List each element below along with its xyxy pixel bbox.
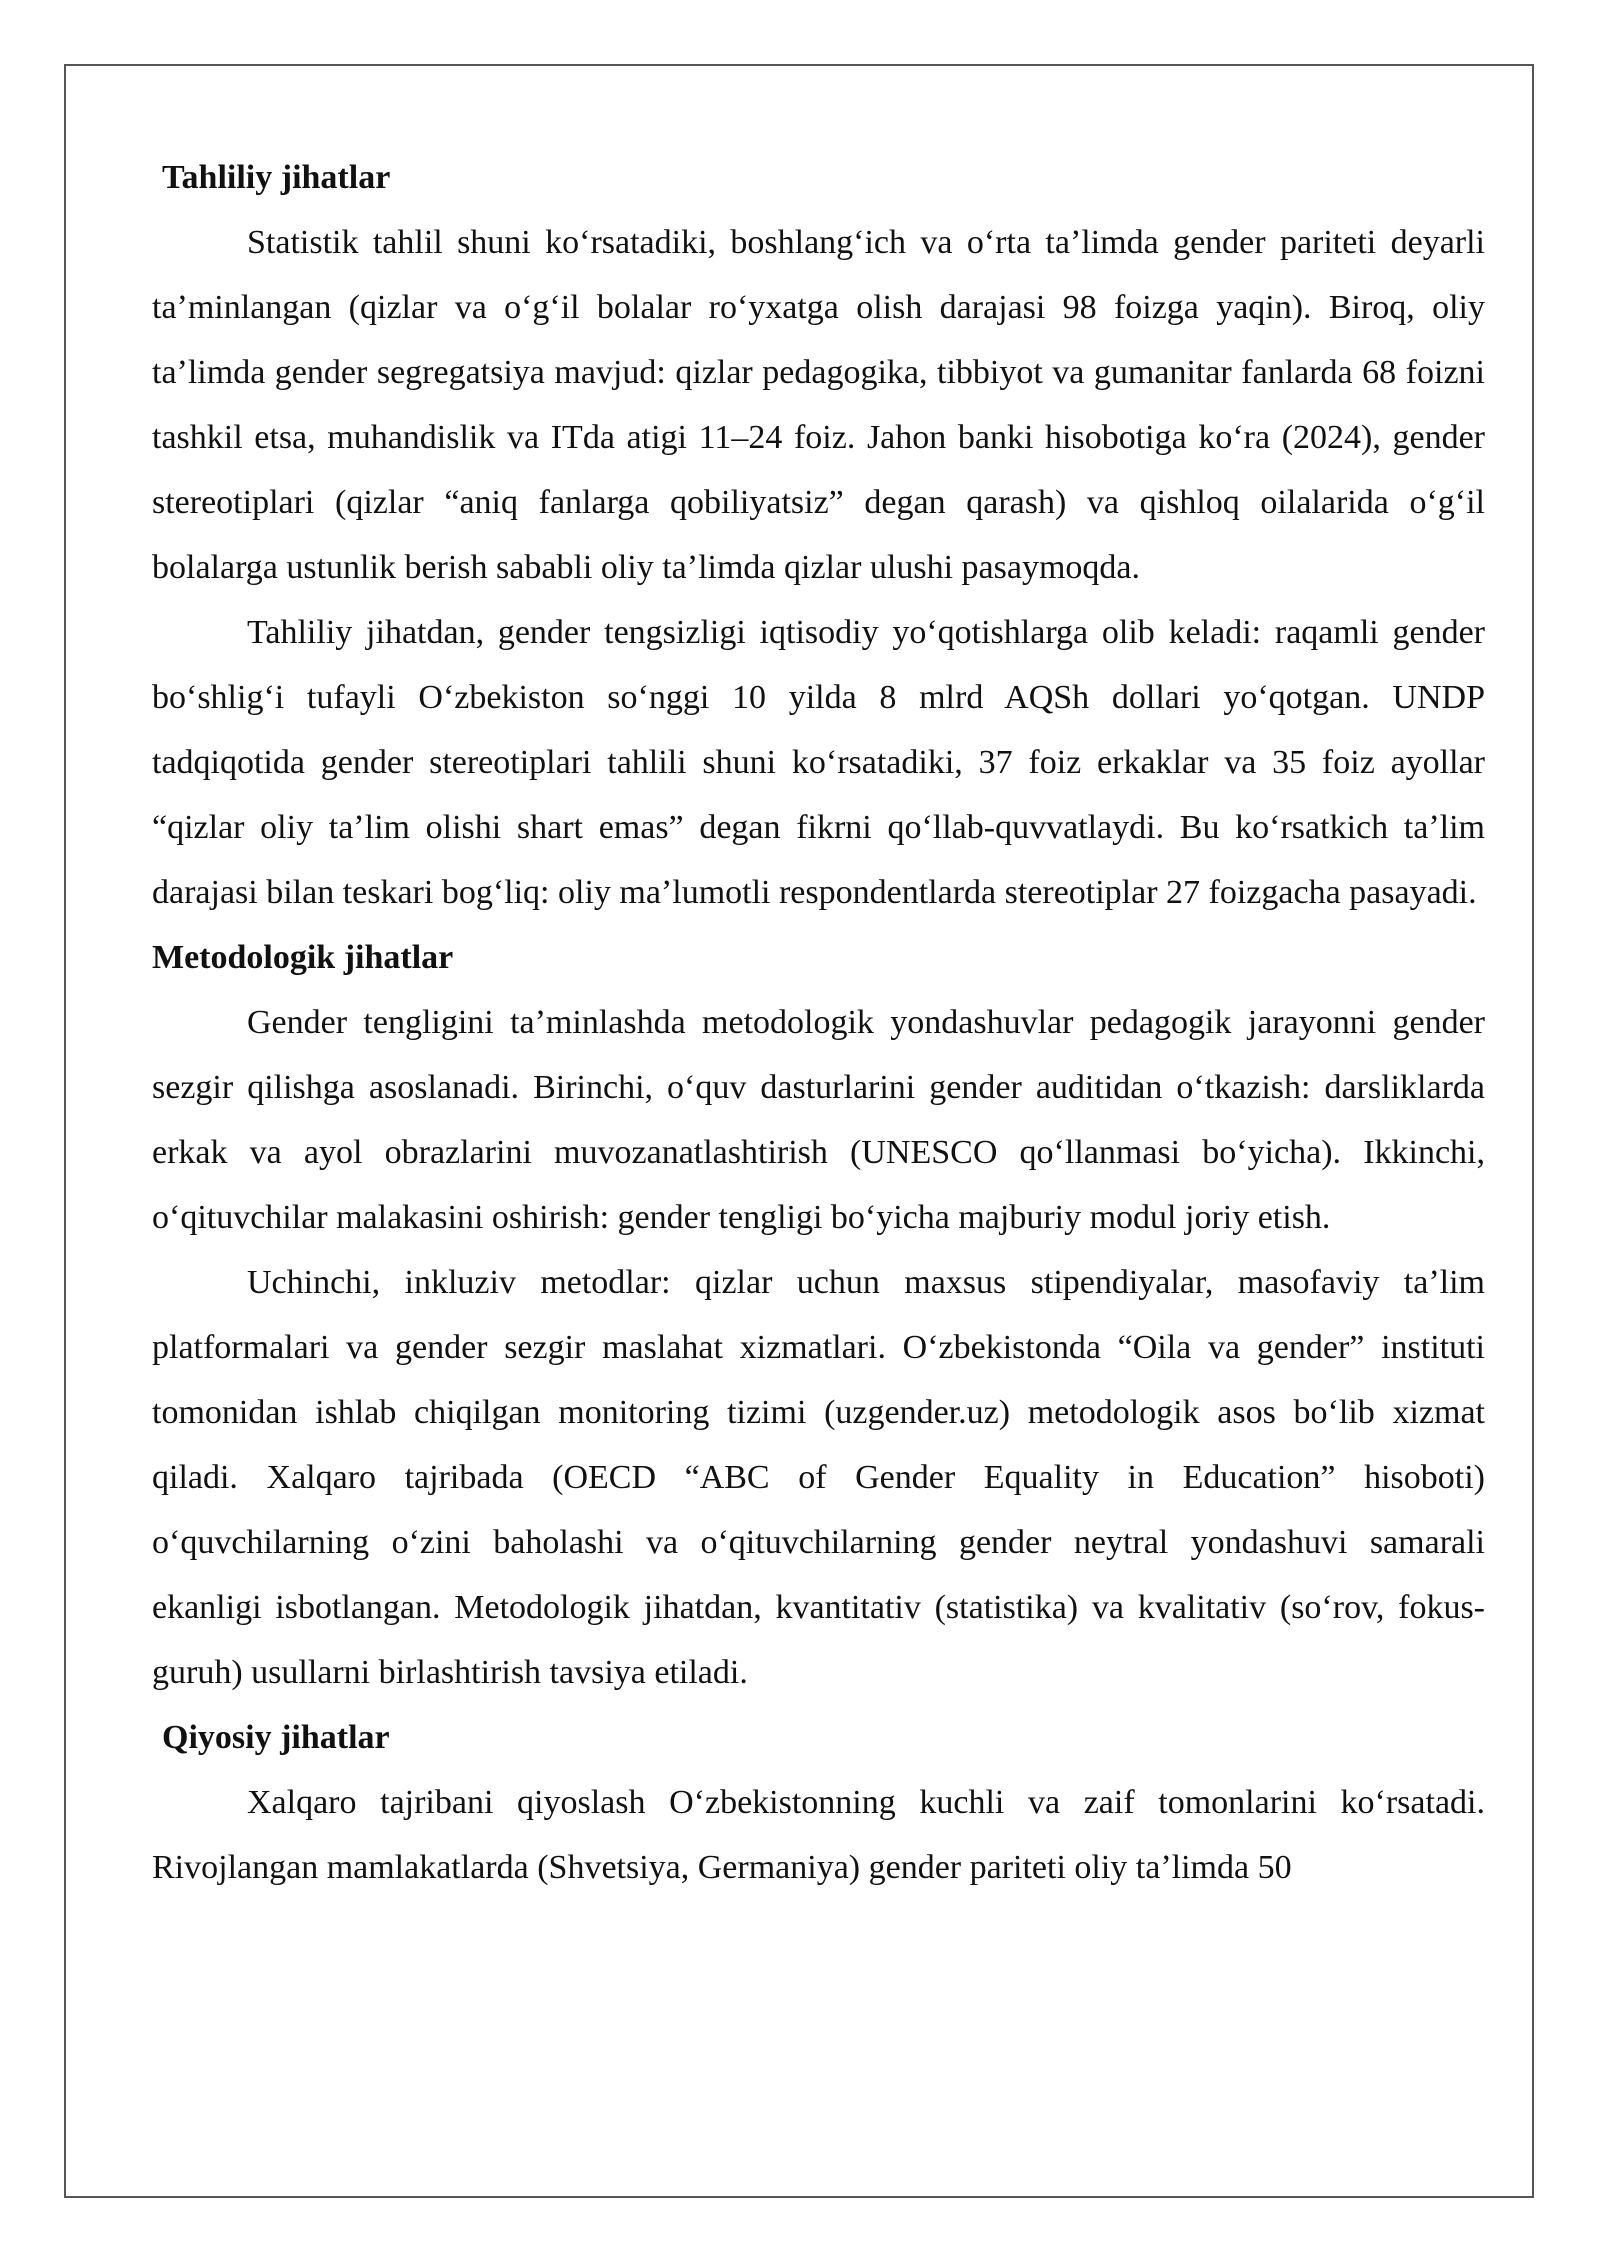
- paragraph: Uchinchi, inkluziv metodlar: qizlar uchun maxsus stipendiyalar, masofaviy taʼlim platformalari va gender sezgir maslahat xizmatlari. Oʻzbekistonda “Oila va gender” instituti tomonidan ishlab chiqilgan monitoring tizimi (uzgender.uz) metodologik asos boʻlib xizmat qiladi. Xalqaro tajribada (OECD “ABC of Gender Equality in Education” hisoboti) oʻquvchilarning oʻzini baholashi va oʻqituvchilarning gender neytral yondashuvi samarali ekanligi isbotlangan. Metodologik jihatdan, kvantitativ (statistika) va kvalitativ (soʻrov, fokus-guruh) usullarni birlashtirish tavsiya etiladi.: [152, 1264, 1485, 1691]
- section-heading-qiyosiy: Qiyosiy jihatlar: [162, 1719, 390, 1756]
- section-heading-tahliliy: Tahliliy jihatlar: [162, 159, 391, 196]
- paragraph: Tahliliy jihatdan, gender tengsizligi iqtisodiy yoʻqotishlarga olib keladi: raqamli gender boʻshligʻi tufayli Oʻzbekiston soʻnggi 10 yilda 8 mlrd AQSh dollari yoʻqotgan. UNDP tadqiqotida gender stereotiplari tahlili shuni koʻrsatadiki, 37 foiz erkaklar va 35 foiz ayollar “qizlar oliy taʼlim olishi shart emas” degan fikrni qoʻllab-quvvatlaydi. Bu koʻrsatkich taʼlim darajasi bilan teskari bogʻliq: oliy maʼlumotli respondentlarda stereotiplar 27 foizgacha pasayadi.: [152, 614, 1485, 911]
- paragraph: Statistik tahlil shuni koʻrsatadiki, boshlangʻich va oʻrta taʼlimda gender pariteti deyarli taʼminlangan (qizlar va oʻgʻil bolalar roʻyxatga olish darajasi 98 foizga yaqin). Biroq, oliy taʼlimda gender segregatsiya mavjud: qizlar pedagogika, tibbiyot va gumanitar fanlarda 68 foizni tashkil etsa, muhandislik va ITda atigi 11–24 foiz. Jahon banki hisobotiga koʻra (2024), gender stereotiplari (qizlar “aniq fanlarga qobiliyatsiz” degan qarash) va qishloq oilalarida oʻgʻil bolalarga ustunlik berish sababli oliy taʼlimda qizlar ulushi pasaymoqda.: [152, 224, 1485, 586]
- section-heading-metodologik: Metodologik jihatlar: [152, 939, 454, 976]
- paragraph: Xalqaro tajribani qiyoslash Oʻzbekistonning kuchli va zaif tomonlarini koʻrsatadi. Rivojlangan mamlakatlarda (Shvetsiya, Germaniya) gender pariteti oliy taʼlimda 50: [152, 1784, 1485, 1886]
- paragraph: Gender tengligini taʼminlashda metodologik yondashuvlar pedagogik jarayonni gender sezgir qilishga asoslanadi. Birinchi, oʻquv dasturlarini gender auditidan oʻtkazish: darsliklarda erkak va ayol obrazlarini muvozanatlashtirish (UNESCO qoʻllanmasi boʻyicha). Ikkinchi, oʻqituvchilar malakasini oshirish: gender tengligi boʻyicha majburiy modul joriy etish.: [152, 1004, 1485, 1236]
- document-body: [152, 145, 1485, 1900]
